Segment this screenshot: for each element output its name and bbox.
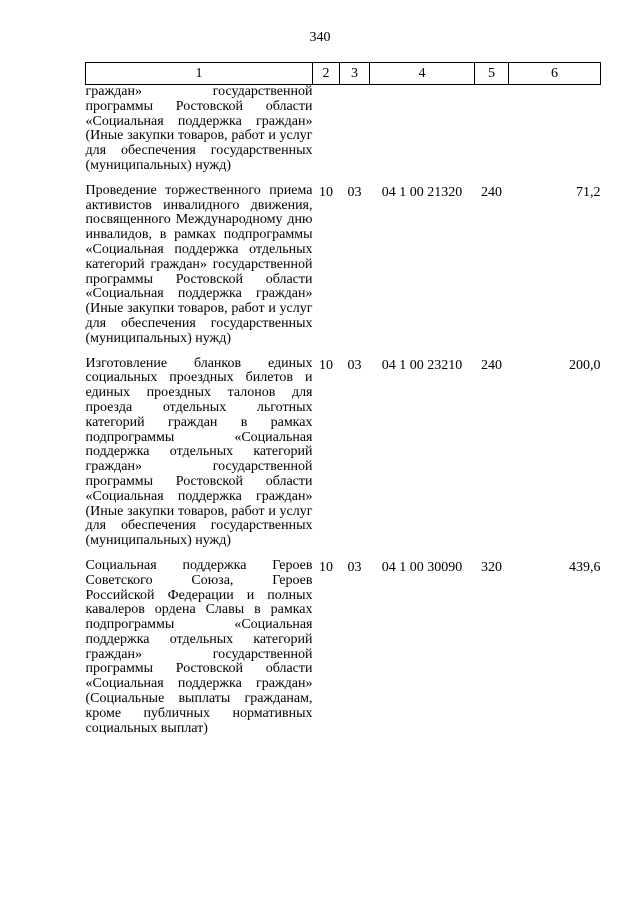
row-subsection: 03 [347,559,362,575]
row-target-article: 04 1 00 30090 [381,559,463,575]
row-target-article: 04 1 00 21320 [381,184,463,200]
table-row [86,85,601,174]
row-amount: 439,6 [569,559,601,575]
row-description: Изготовление бланков единых социальных проездных билетов и единых проездных талонов для проезда отдельных льготных категорий граждан в рамках подпрограммы «Социальная поддержка отдельных категорий граждан» государственной программы Ростовской области «Социальная поддержка граждан» (Иные закупки товаров, работ и услуг для обеспечения государственных (муниципальных) нужд) [85,355,313,549]
row-section: 10 [319,559,333,575]
page-number: 340 [309,30,331,45]
row-subsection: 03 [347,357,362,373]
column-header-3: 3 [340,63,370,85]
row-amount [509,85,601,174]
row-amount: 200,0 [569,357,601,373]
row-description: граждан» государственной программы Ростовской области «Социальная поддержка граждан» (Иные закупки товаров, работ и услуг для обеспечения государственных (муниципальных) нужд) [85,84,313,173]
row-section: 10 [319,357,333,373]
row-expense-type: 240 [481,357,502,373]
column-header-1: 1 [86,63,313,85]
table-body [86,85,601,737]
row-amount: 71,2 [576,184,601,200]
row-subsection [340,85,370,174]
row-target-article: 04 1 00 23210 [381,357,463,373]
budget-table [85,62,601,736]
row-expense-type: 320 [481,559,502,575]
table-row [86,549,601,737]
column-header-2: 2 [313,63,340,85]
row-target-article [370,85,475,174]
column-header-4: 4 [370,63,475,85]
row-section [313,85,340,174]
table-row [86,347,601,549]
row-expense-type: 240 [481,184,502,200]
row-description: Проведение торжественного приема активистов инвалидного движения, посвященного Международному дню инвалидов, в рамках подпрограммы «Социальная поддержка отдельных категорий граждан» государственной программы Ростовской области «Социальная поддержка граждан» (Иные закупки товаров, работ и услуг для обеспечения государственных (муниципальных) нужд) [85,182,313,346]
column-header-5: 5 [475,63,509,85]
column-header-6: 6 [509,63,601,85]
header-row [86,63,601,85]
table-header [86,63,601,85]
row-subsection: 03 [347,184,362,200]
row-description: Социальная поддержка Героев Советского Союза, Героев Российской Федерации и полных кавалеров ордена Славы в рамках подпрограммы «Социальная поддержка отдельных категорий граждан» государственной программы Ростовской области «Социальная поддержка граждан» (Социальные выплаты гражданам, кроме публичных нормативных социальных выплат) [85,557,313,736]
row-section: 10 [319,184,333,200]
row-expense-type [475,85,509,174]
table-row [86,174,601,347]
